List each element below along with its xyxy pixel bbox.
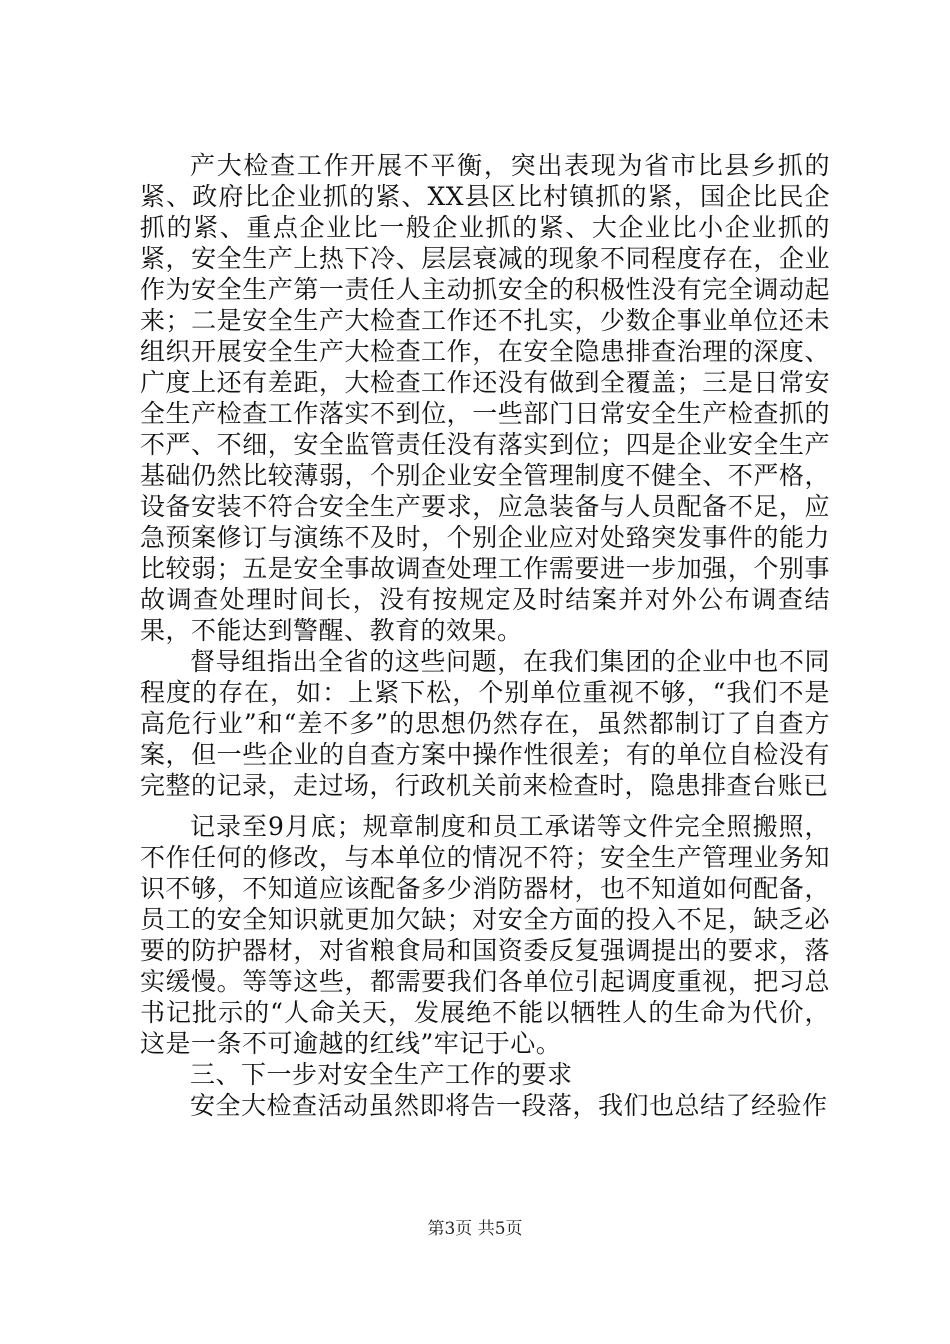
paragraph-records-issues: 记录至9月底；规章制度和员工承诺等文件完全照搬照，不作任何的修改，与本单位的情况不符；安全生产管理业务知识不够，不知道应该配备多少消防器材，也不知道如何配备，员工的安全知识就更加欠缺；对安全方面的投入不足，缺乏必要的防护器材，对省粮食局和国资委反复强调提出的要求，落实缓慢。等等这些，都需要我们各单位引起调度重视，把习总书记批示的“人命关天，发展绝不能以牺牲人的生命为代价，这是一条不可逾越的红线”牢记于心。	[140, 812, 830, 1058]
page-number-footer: 第3页 共5页	[427, 1219, 523, 1239]
section-heading-next-steps: 三、下一步对安全生产工作的要求	[190, 1060, 573, 1089]
paragraph-group-findings: 督导组指出全省的这些问题，在我们集团的企业中也不同程度的存在，如：上紧下松，个别单位重视不够，“我们不是高危行业”和“差不多”的思想仍然存在，虽然都制订了自查方案，但一些企业的自查方案中操作性很差；有的单位自检没有完整的记录，走过场，行政机关前来检查时，隐患排查台账已	[140, 647, 830, 800]
paragraph-next-steps-intro: 安全大检查活动虽然即将告一段落，我们也总结了经验作	[190, 1091, 828, 1120]
document-body	[140, 150, 830, 1121]
paragraph-problems-list: 产大检查工作开展不平衡，突出表现为省市比县乡抓的紧、政府比企业抓的紧、XX县区比村镇抓的紧，国企比民企抓的紧、重点企业比一般企业抓的紧、大企业比小企业抓的紧，安全生产上热下冷、层层衰减的现象不同程度存在，企业作为安全生产第一责任人主动抓安全的积极性没有完全调动起来；二是安全生产大检查工作还不扎实，少数企事业单位还未组织开展安全生产大检查工作，在安全隐患排查治理的深度、广度上还有差距，大检查工作还没有做到全覆盖；三是日常安全生产检查工作落实不到位，一些部门日常安全生产检查抓的不严、不细，安全监管责任没有落实到位；四是企业安全生产基础仍然比较薄弱，个别企业安全管理制度不健全、不严格，设备安装不符合安全生产要求，应急装备与人员配备不足，应急预案修订与演练不及时，个别企业应对处臵突发事件的能力比较弱；五是安全事故调查处理工作需要进一步加强，个别事故调查处理时间长，没有按规定及时结案并对外公布调查结果，不能达到警醒、教育的效果。	[140, 151, 830, 645]
